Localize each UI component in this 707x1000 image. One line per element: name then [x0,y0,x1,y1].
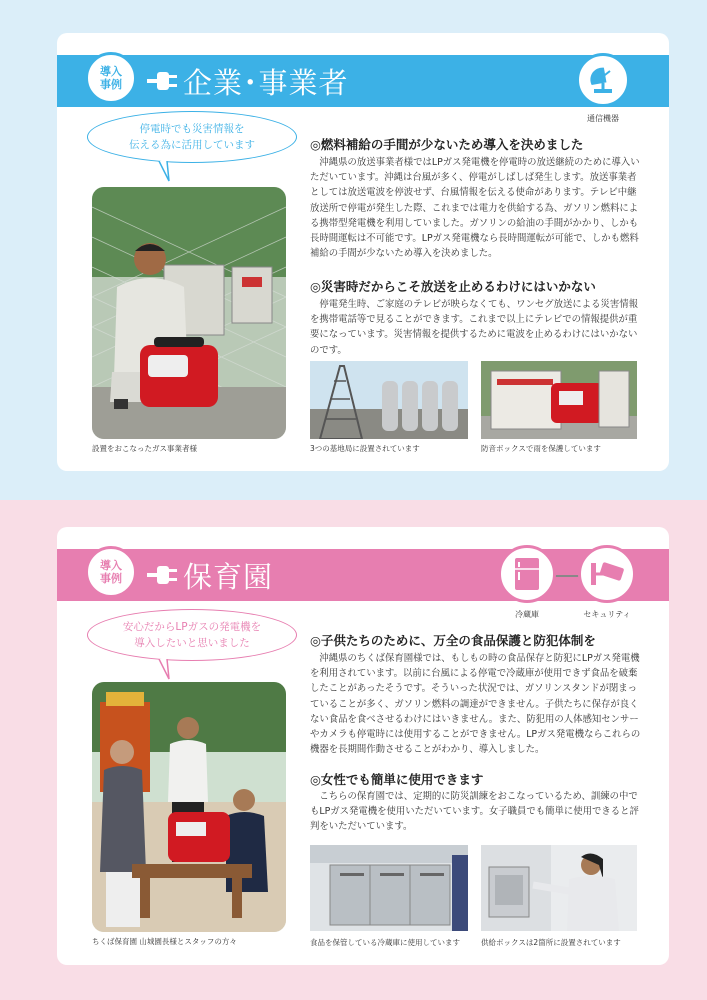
paragraph-food-security: 沖縄県のちくば保育園様では、もしもの時の食品保存と防犯にLPガス発電機を利用されています。以前に台風による停電で冷蔵庫が使用できず食品を破棄したことがあったそうです。そういった状況では、ガソリンスタンドが閉まっていることが多く、ガソリン燃料の調達ができません。子供たちに保存が良くない食品を食べさせるわけにはいきません。また、防犯用の人体感知センサーやカメラも停電時には使用することができません。LPガス発電機ならこれらの機器を長期間作動させることがわかり、導入しました。 [310,653,641,756]
paragraph-disaster-broadcast: 停電発生時、ご家庭のテレビが映らなくても、ワンセグ放送による災害情報を携帯電話等で見ることができます。これまで以上にテレビでの情報提供が重要になっています。災害情報を提供するために電波を止めるわけにはいかないのです。 [310,299,638,356]
icon-label-refrigerator: 冷蔵庫 [515,610,539,619]
heading-easy-use: ◎女性でも簡単に使用できます [310,772,484,787]
bubble-tail [157,161,173,183]
heading-food-security: ◎子供たちのために、万全の食品保護と防犯体制を [310,633,596,648]
refrigerator-icon [498,545,556,603]
quote-bubble: 安心だからLPガスの発電機を 導入したいと思いました [87,609,297,661]
caption-thumb2: 供給ボックスは2箇所に設置されています [481,938,621,947]
caption-thumb2: 防音ボックスで雨を保護しています [481,444,601,453]
case-study-badge: 導入 事例 [85,52,137,104]
section-card-business [57,33,669,471]
plug-icon [147,69,177,93]
security-camera-icon [578,545,636,603]
photo-base-station-gas-cylinders [310,361,468,439]
paragraph-easy-use: こちらの保育園では、定期的に防災訓練をおこなっているため、訓練の中でもLPガス発電機を使用いただいています。女子職員でも簡単に使用できると評判をいただいています。 [310,791,639,833]
photo-gas-staff-with-generator [92,187,286,439]
caption-main-photo: 設置をおこなったガス事業者様 [92,444,197,453]
quote-bubble: 停電時でも災害情報を 伝える為に活用しています [87,111,297,163]
bubble-tail [157,659,173,681]
satellite-icon [576,53,630,107]
section-title: 企業･事業者 [183,66,349,100]
caption-thumb1: 3つの基地局に設置されています [310,444,420,453]
photo-nursery-staff [92,682,286,932]
caption-thumb1: 食品を保管している冷蔵庫に使用しています [310,938,460,947]
case-study-badge: 導入 事例 [85,546,137,598]
paragraph-fuel-refill: 沖縄県の放送事業者様ではLPガス発電機を停電時の放送継続のために導入いただいています。沖縄は台風が多く、停電がしばしば発生します。放送事業者としては放送電波を停波せず、台風情報を伝える使命があります。テレビ中継放送所で停電が発生した際、これまでは電力を供給する為、ガソリン燃料による携帯型発電機を利用していました。ガソリンの給油の手間がかかり、しかも長時間運転は不可能です。LPガス発電機なら長時間運転が可能で、しかも燃料補給の手間が少ないため導入を決めました。 [310,157,640,260]
photo-soundproof-box [481,361,637,439]
caption-main-photo: ちくば保育園 山城園長様とスタッフの方々 [92,937,237,946]
icon-label-security: セキュリティ [583,610,631,619]
photo-supply-box [481,845,637,931]
plug-icon [147,563,177,587]
heading-disaster-broadcast: ◎災害時だからこそ放送を止めるわけにはいかない [310,279,596,294]
section-title: 保育園 [183,560,274,594]
icon-label-communication: 通信機器 [587,114,619,123]
section-card-nursery [57,527,669,965]
heading-fuel-refill: ◎燃料補給の手間が少ないため導入を決めました [310,137,584,152]
photo-refrigerator [310,845,468,931]
